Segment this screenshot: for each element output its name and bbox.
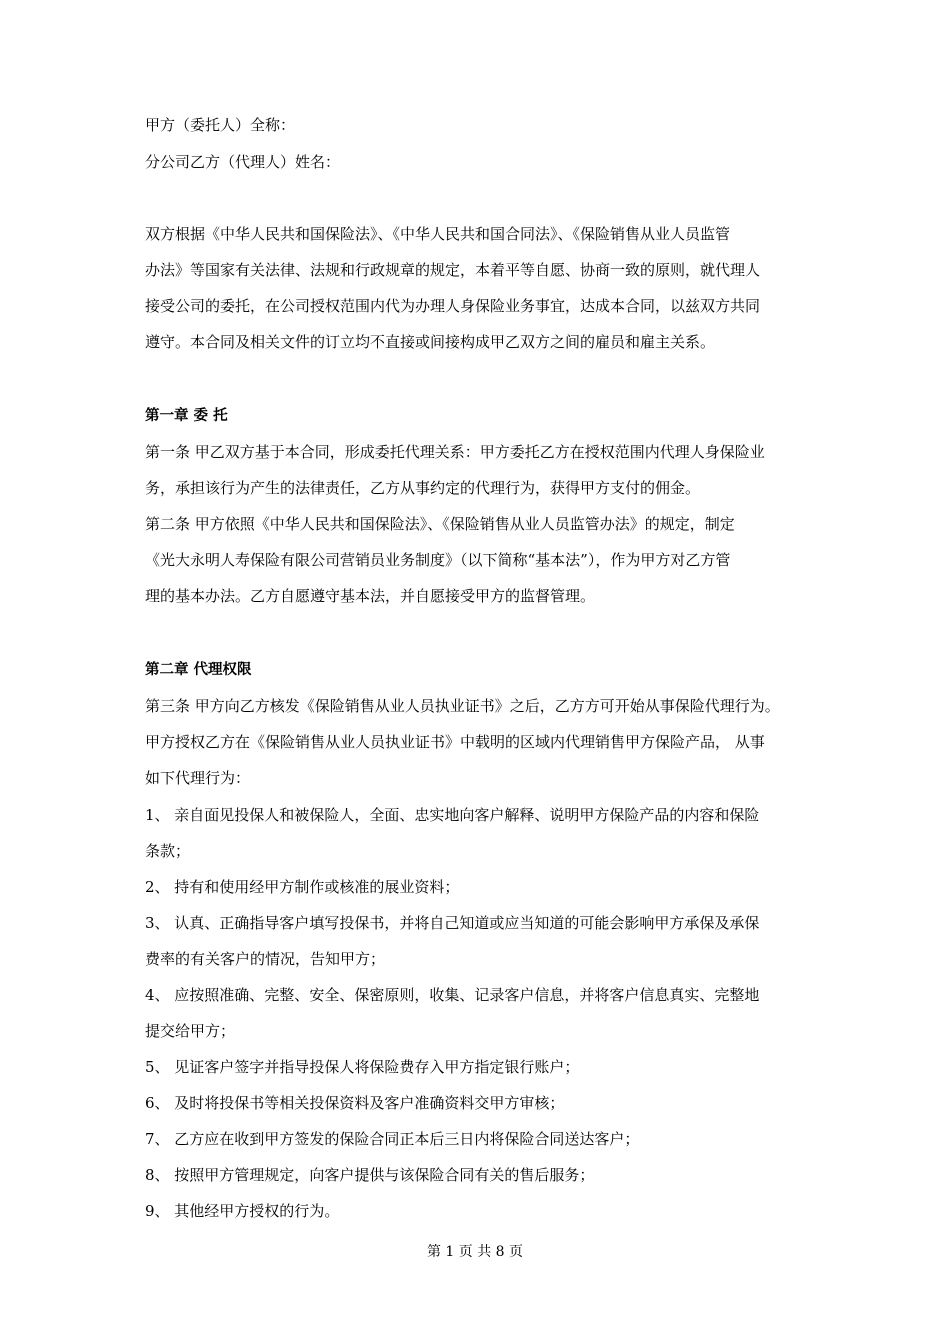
list-item-continuation: 费率的有关客户的情况，告知甲方； xyxy=(145,950,386,968)
preamble-line: 双方根据《中华人民共和国保险法》、《中华人民共和国合同法》、《保险销售从业人员监管 xyxy=(145,225,731,243)
article-line: 务，承担该行为产生的法律责任，乙方从事约定的代理行为，获得甲方支付的佣金。 xyxy=(145,479,701,497)
list-item: 4、 应按照准确、完整、安全、保密原则，收集、记录客户信息，并将客户信息真实、完整地 xyxy=(145,986,760,1004)
preamble-line: 遵守。本合同及相关文件的订立均不直接或间接构成甲乙双方之间的雇员和雇主关系。 xyxy=(145,333,716,351)
article-line: 第三条 甲方向乙方核发《保险销售从业人员执业证书》之后，乙方方可开始从事保险代理行为。 xyxy=(145,697,780,715)
list-item: 7、 乙方应在收到甲方签发的保险合同正本后三日内将保险合同送达客户； xyxy=(145,1130,640,1148)
chapter-2-title: 第二章 代理权限 xyxy=(145,662,252,678)
list-item: 8、 按照甲方管理规定，向客户提供与该保险合同有关的售后服务； xyxy=(145,1166,595,1184)
list-item: 5、 见证客户签字并指导投保人将保险费存入甲方指定银行账户； xyxy=(145,1058,580,1076)
page-number: 第 1 页 共 8 页 xyxy=(426,1244,524,1260)
chapter-1-title: 第一章 委 托 xyxy=(145,408,228,424)
list-item: 1、 亲自面见投保人和被保险人，全面、忠实地向客户解释、说明甲方保险产品的内容和保险 xyxy=(145,806,760,824)
article-line: 《光大永明人寿保险有限公司营销员业务制度》（以下简称“基本法”），作为甲方对乙方管 xyxy=(145,551,731,569)
preamble-line: 办法》等国家有关法律、法规和行政规章的规定，本着平等自愿、协商一致的原则，就代理人 xyxy=(145,261,761,279)
list-item: 3、 认真、正确指导客户填写投保书，并将自己知道或应当知道的可能会影响甲方承保及承保 xyxy=(145,914,760,932)
article-line: 理的基本办法。乙方自愿遵守基本法，并自愿接受甲方的监督管理。 xyxy=(145,587,596,605)
article-line: 如下代理行为： xyxy=(145,769,251,787)
list-item: 9、 其他经甲方授权的行为。 xyxy=(145,1202,340,1220)
preamble-line: 接受公司的委托，在公司授权范围内代为办理人身保险业务事宜，达成本合同，以兹双方共同 xyxy=(145,297,761,315)
list-item: 6、 及时将投保书等相关投保资料及客户准确资料交甲方审核； xyxy=(145,1094,565,1112)
article-line: 甲方授权乙方在《保险销售从业人员执业证书》中载明的区域内代理销售甲方保险产品， 从事 xyxy=(145,733,765,751)
list-item-continuation: 提交给甲方； xyxy=(145,1022,236,1040)
list-item: 2、 持有和使用经甲方制作或核准的展业资料； xyxy=(145,878,460,896)
party-a-line: 甲方（委托人）全称： xyxy=(145,116,296,134)
list-item-continuation: 条款； xyxy=(145,842,191,860)
party-b-line: 分公司乙方（代理人）姓名： xyxy=(145,153,341,171)
article-line: 第一条 甲乙双方基于本合同，形成委托代理关系：甲方委托乙方在授权范围内代理人身保险业 xyxy=(145,443,765,461)
article-line: 第二条 甲方依照《中华人民共和国保险法》、《保险销售从业人员监管办法》的规定，制定 xyxy=(145,515,735,533)
